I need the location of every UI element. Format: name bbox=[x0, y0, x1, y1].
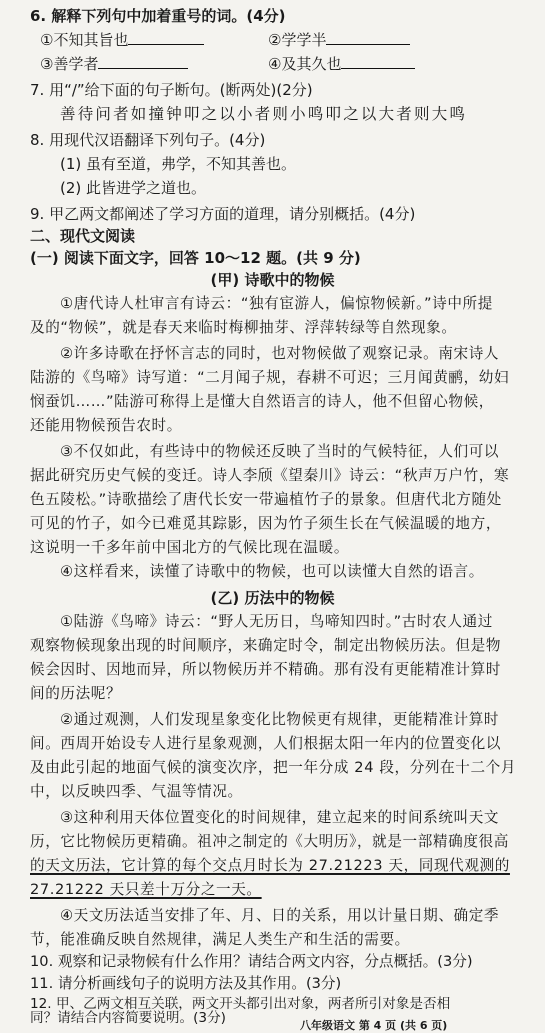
answer-blank[interactable] bbox=[98, 54, 188, 69]
text-a-line: ②许多诗歌在抒怀言志的同时，也对物候做了观察记录。南宋诗人 bbox=[60, 345, 500, 362]
text-b-title: (乙) 历法中的物候 bbox=[210, 589, 335, 607]
question-7-sentence: 善待问者如撞钟叩之以小者则小鸣叩之以大者则大鸣 bbox=[60, 105, 468, 123]
subsection-heading: (一) 阅读下面文字，回答 10～12 题。(共 9 分) bbox=[30, 249, 361, 267]
text-b-line: ④天文历法适当安排了年、月、日的关系，用以计量日期、确定季 bbox=[60, 907, 500, 924]
text-b-line: 及由此引起的地面气候的演变次序，把一年分成 24 段，分列在十二个月 bbox=[30, 759, 517, 776]
question-7-stem: 7. 用“/”给下面的句子断句。(断两处)(2分) bbox=[30, 81, 313, 99]
text-b-line: 节，能准确反映自然规律，满足人类生产和生活的需要。 bbox=[30, 931, 410, 948]
question-6-stem: 6. 解释下列句中加着重号的词。(4分) bbox=[30, 7, 286, 25]
text-b-line: ①陆游《鸟啼》诗云：“野人无历日，鸟啼知四时。”古时农人通过 bbox=[60, 613, 493, 630]
text-b-line: 间。西周开始设专人进行星象观测，人们根据太阳一年内的位置变化以 bbox=[30, 735, 502, 752]
question-8-sentence-2: (2) 此皆进学之道也。 bbox=[60, 179, 207, 197]
question-8-stem: 8. 用现代汉语翻译下列句子。(4分) bbox=[30, 131, 266, 149]
text-a-line: ③不仅如此，有些诗中的物候还反映了当时的气候特征，人们可以 bbox=[60, 443, 500, 460]
answer-blank[interactable] bbox=[341, 54, 415, 69]
text-a-line: 这说明一千多年前中国北方的气候比现在温暖。 bbox=[30, 539, 350, 556]
q6-option-3: ③善学者 bbox=[40, 55, 99, 73]
text-b-line: 历，它比物候历更精确。祖冲之制定的《大明历》，就是一部精确度很高 bbox=[30, 833, 509, 850]
underlined-sentence: 的天文历法，它计算的每个交点月时长为 27.21223 天，同现代观测的 bbox=[30, 857, 510, 874]
text-a-line: 可见的竹子，如今已难觅其踪影，因为竹子须生长在气候温暖的地方， bbox=[30, 515, 502, 532]
text-a-line: 据此研究历史气候的变迁。诗人李颀《望秦川》诗云：“秋声万户竹，寒 bbox=[30, 467, 510, 484]
question-12-line-2: 同？请结合内容简要说明。(3分) bbox=[30, 1010, 226, 1026]
text-b-line: 间的历法呢？ bbox=[30, 685, 122, 702]
text-b-line: 观察物候现象出现的时间顺序，来确定时令，制定出物候历法。但是物 bbox=[30, 637, 502, 654]
question-12-line-1: 12. 甲、乙两文相互关联，两文开头都引出对象，两者所引对象是否相 bbox=[30, 996, 451, 1012]
answer-blank[interactable] bbox=[326, 30, 410, 45]
question-8-sentence-1: (1) 虽有至道，弗学，不知其善也。 bbox=[60, 155, 297, 173]
q6-option-1: ①不知其旨也 bbox=[40, 31, 129, 49]
text-a-line: 陆游的《鸟啼》诗写道：“二月闻子规，春耕不可迟；三月闻黄鹂，幼妇 bbox=[30, 369, 510, 386]
question-11: 11. 请分析画线句子的说明方法及其作用。(3分) bbox=[30, 975, 342, 992]
text-a-title: (甲) 诗歌中的物候 bbox=[210, 271, 335, 289]
text-a-line: 色五陵松。”诗歌描绘了唐代长安一带遍植竹子的景象。但唐代北方随处 bbox=[30, 491, 502, 508]
text-b-line: 候会因时、因地而异，所以物候历并不精确。那有没有更能精准计算时 bbox=[30, 661, 502, 678]
answer-blank[interactable] bbox=[128, 30, 204, 45]
text-b-line: 中，以反映四季、气温等情况。 bbox=[30, 783, 243, 800]
text-a-line: 悯蚕饥……”陆游可称得上是懂大自然语言的诗人，他不但留心物候， bbox=[30, 393, 494, 410]
text-b-line: ②通过观测，人们发现星象变化比物候更有规律，更能精准计算时 bbox=[60, 711, 500, 728]
text-a-line: 还能用物候预告农时。 bbox=[30, 417, 182, 434]
underlined-sentence: 27.21222 天只差十万分之一天。 bbox=[30, 881, 262, 898]
q6-option-4: ④及其久也 bbox=[268, 55, 342, 73]
q6-option-2: ②学学半 bbox=[268, 31, 327, 49]
text-a-line: ①唐代诗人杜审言有诗云：“独有宦游人，偏惊物候新。”诗中所提 bbox=[60, 295, 493, 312]
question-10: 10. 观察和记录物候有什么作用？请结合两文内容，分点概括。(3分) bbox=[30, 953, 473, 970]
page-footer: 八年级语文 第 4 页 (共 6 页) bbox=[300, 1019, 448, 1032]
text-a-line: ④这样看来，读懂了诗歌中的物候，也可以读懂大自然的语言。 bbox=[60, 563, 484, 580]
section-heading: 二、现代文阅读 bbox=[30, 227, 136, 245]
question-9: 9. 甲乙两文都阐述了学习方面的道理，请分别概括。(4分) bbox=[30, 205, 416, 223]
text-a-line: 及的“物候”，就是春天来临时梅柳抽芽、浮萍转绿等自然现象。 bbox=[30, 319, 457, 336]
text-b-line: ③这种利用天体位置变化的时间规律，建立起来的时间系统叫天文 bbox=[60, 809, 500, 826]
